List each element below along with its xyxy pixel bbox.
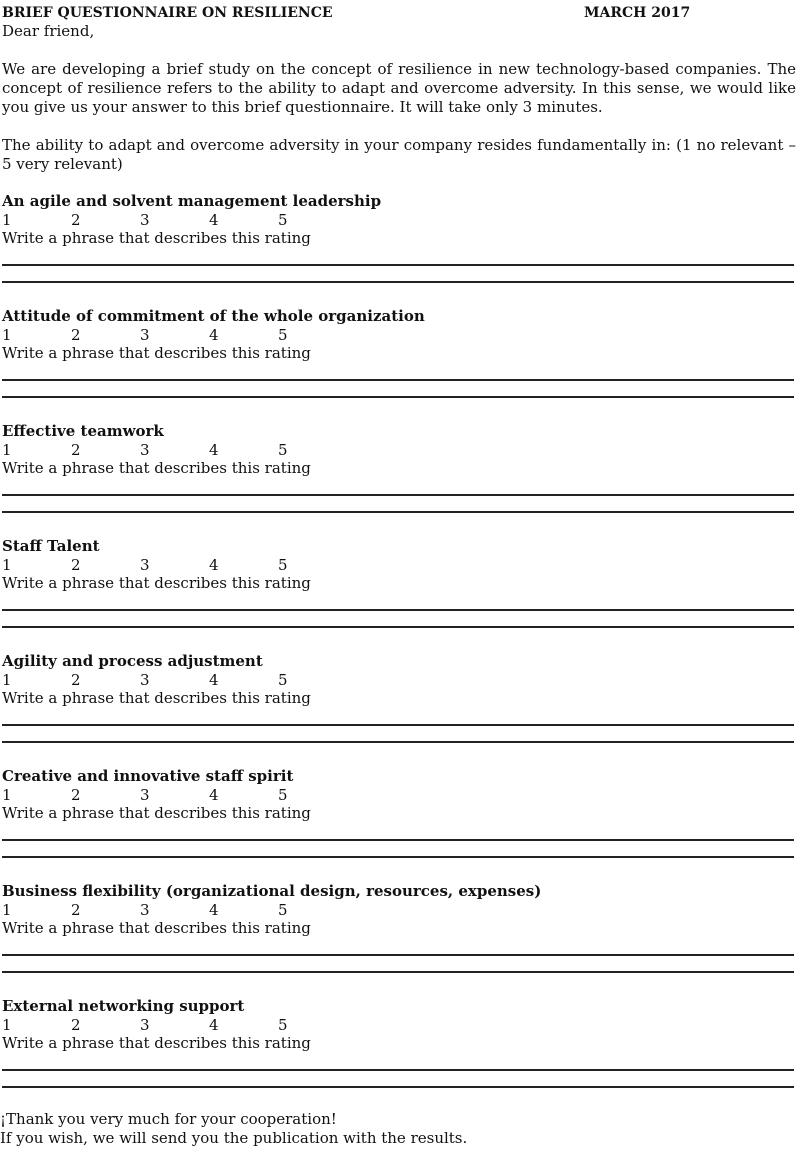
question-title: Staff Talent [2, 537, 100, 555]
rating-option-3[interactable]: 3 [140, 671, 150, 689]
question-block [2, 422, 796, 537]
answer-line[interactable] [2, 971, 794, 973]
rating-prompt: Write a phrase that describes this rating [2, 574, 311, 592]
closing [0, 1110, 467, 1148]
rating-option-2[interactable]: 2 [71, 211, 81, 229]
question-block [2, 307, 796, 422]
rating-option-3[interactable]: 3 [140, 326, 150, 344]
rating-option-1[interactable]: 1 [2, 901, 12, 919]
rating-prompt: Write a phrase that describes this rating [2, 344, 311, 362]
rating-prompt: Write a phrase that describes this rating [2, 804, 311, 822]
question-title: Attitude of commitment of the whole organization [2, 307, 425, 325]
rating-option-5[interactable]: 5 [278, 1016, 288, 1034]
rating-option-3[interactable]: 3 [140, 786, 150, 804]
rating-scale [2, 901, 796, 919]
answer-line[interactable] [2, 1069, 794, 1071]
header [2, 4, 796, 22]
rating-option-2[interactable]: 2 [71, 786, 81, 804]
rating-option-2[interactable]: 2 [71, 556, 81, 574]
rating-option-4[interactable]: 4 [209, 441, 219, 459]
document-date: MARCH 2017 [584, 5, 691, 21]
rating-option-4[interactable]: 4 [209, 556, 219, 574]
rating-option-5[interactable]: 5 [278, 671, 288, 689]
questionnaire-page [2, 4, 796, 1112]
rating-prompt: Write a phrase that describes this rating [2, 919, 311, 937]
rating-option-1[interactable]: 1 [2, 441, 12, 459]
question-block [2, 997, 796, 1112]
rating-option-5[interactable]: 5 [278, 211, 288, 229]
rating-option-4[interactable]: 4 [209, 1016, 219, 1034]
question-block [2, 652, 796, 767]
rating-option-1[interactable]: 1 [2, 211, 12, 229]
rating-option-2[interactable]: 2 [71, 441, 81, 459]
publication-offer: If you wish, we will send you the publication with the results. [0, 1129, 468, 1147]
answer-line[interactable] [2, 741, 794, 743]
question-title: Creative and innovative staff spirit [2, 767, 294, 785]
rating-scale [2, 556, 796, 574]
rating-option-4[interactable]: 4 [209, 671, 219, 689]
rating-option-3[interactable]: 3 [140, 901, 150, 919]
question-title: Agility and process adjustment [2, 652, 263, 670]
rating-option-1[interactable]: 1 [2, 671, 12, 689]
answer-line[interactable] [2, 281, 794, 283]
rating-option-2[interactable]: 2 [71, 1016, 81, 1034]
question-title: Business flexibility (organizational design, resources, expenses) [2, 882, 542, 900]
rating-option-4[interactable]: 4 [209, 786, 219, 804]
rating-scale [2, 211, 796, 229]
answer-line[interactable] [2, 1086, 794, 1088]
rating-option-5[interactable]: 5 [278, 441, 288, 459]
question-title: External networking support [2, 997, 245, 1015]
rating-option-3[interactable]: 3 [140, 211, 150, 229]
rating-option-2[interactable]: 2 [71, 671, 81, 689]
rating-scale [2, 786, 796, 804]
answer-line[interactable] [2, 379, 794, 381]
question-list [2, 192, 796, 1112]
rating-option-4[interactable]: 4 [209, 901, 219, 919]
rating-prompt: Write a phrase that describes this rating [2, 229, 311, 247]
rating-prompt: Write a phrase that describes this rating [2, 459, 311, 477]
rating-option-3[interactable]: 3 [140, 556, 150, 574]
rating-option-5[interactable]: 5 [278, 901, 288, 919]
greeting: Dear friend, [2, 22, 95, 40]
intro-paragraph: We are developing a brief study on the concept of resilience in new technology-based companies. The concept of resilience refers to the ability to adapt and overcome adversity. In this sense, we would like you give us your answer to this brief questionnaire. It will take only 3 minutes. [2, 60, 796, 116]
rating-option-1[interactable]: 1 [2, 556, 12, 574]
question-block [2, 882, 796, 997]
rating-option-5[interactable]: 5 [278, 786, 288, 804]
rating-option-5[interactable]: 5 [278, 326, 288, 344]
rating-option-2[interactable]: 2 [71, 901, 81, 919]
answer-line[interactable] [2, 264, 794, 266]
answer-line[interactable] [2, 626, 794, 628]
question-title: Effective teamwork [2, 422, 164, 440]
rating-option-3[interactable]: 3 [140, 441, 150, 459]
answer-line[interactable] [2, 494, 794, 496]
rating-option-1[interactable]: 1 [2, 1016, 12, 1034]
instruction-paragraph: The ability to adapt and overcome adversity in your company resides fundamentally in: (1 no relevant – 5 very relevant) [2, 136, 796, 173]
answer-line[interactable] [2, 839, 794, 841]
rating-option-3[interactable]: 3 [140, 1016, 150, 1034]
rating-prompt: Write a phrase that describes this rating [2, 1034, 311, 1052]
rating-scale [2, 326, 796, 344]
rating-scale [2, 671, 796, 689]
answer-line[interactable] [2, 954, 794, 956]
answer-line[interactable] [2, 511, 794, 513]
rating-option-4[interactable]: 4 [209, 326, 219, 344]
rating-option-5[interactable]: 5 [278, 556, 288, 574]
rating-option-2[interactable]: 2 [71, 326, 81, 344]
answer-line[interactable] [2, 396, 794, 398]
answer-line[interactable] [2, 856, 794, 858]
answer-line[interactable] [2, 724, 794, 726]
rating-option-1[interactable]: 1 [2, 786, 12, 804]
document-title: BRIEF QUESTIONNAIRE ON RESILIENCE [2, 5, 333, 21]
rating-option-1[interactable]: 1 [2, 326, 12, 344]
answer-line[interactable] [2, 609, 794, 611]
rating-prompt: Write a phrase that describes this rating [2, 689, 311, 707]
question-block [2, 192, 796, 307]
rating-scale [2, 441, 796, 459]
thank-you-note: ¡Thank you very much for your cooperation! [0, 1110, 337, 1128]
rating-scale [2, 1016, 796, 1034]
question-block [2, 537, 796, 652]
question-block [2, 767, 796, 882]
rating-option-4[interactable]: 4 [209, 211, 219, 229]
question-title: An agile and solvent management leadership [2, 192, 382, 210]
